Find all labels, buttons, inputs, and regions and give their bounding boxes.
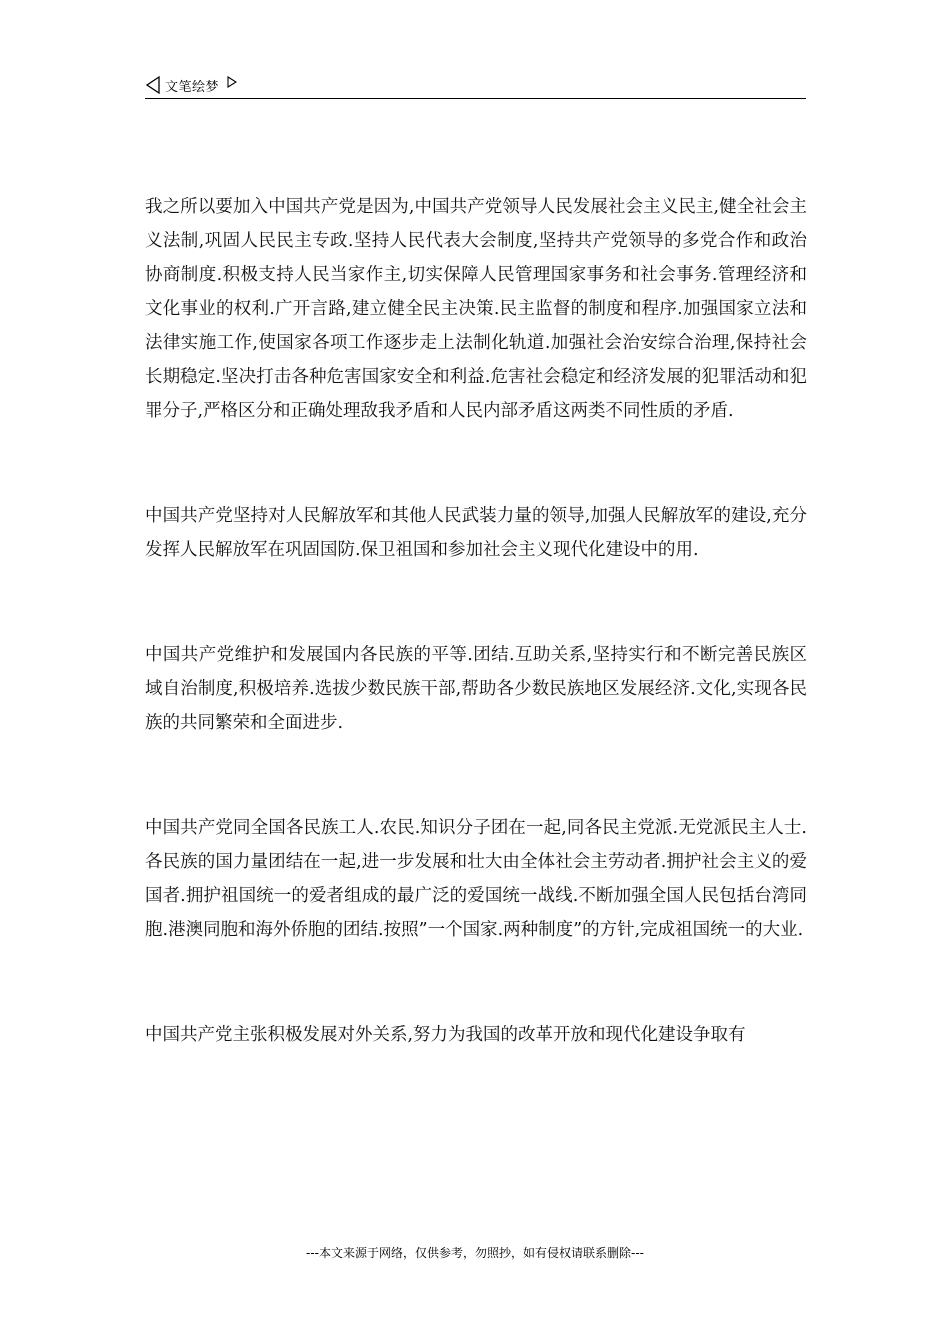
document-body [145, 190, 807, 1052]
paragraph: 中国共产党维护和发展国内各民族的平等.团结.互助关系,坚持实行和不断完善民族区域自治制度,积极培养.选拔少数民族干部,帮助各少数民族地区发展经济.文化,实现各民族的共同繁荣和全面进步. [145, 645, 807, 733]
footer-disclaimer: ---本文来源于网络，仅供参考，勿照抄，如有侵权请联系删除--- [306, 1246, 644, 1260]
paragraph: 中国共产党同全国各民族工人.农民.知识分子团在一起,同各民主党派.无党派民主人士.各民族的国力量团结在一起,进一步发展和壮大由全体社会主劳动者.拥护社会主义的爱国者.拥护祖国统一的爱者组成的最广泛的爱国统一战线.不断加强全国人民包括台湾同胞.港澳同胞和海外侨胞的团结.按照”一个国家.两种制度”的方针,完成祖国统一的大业. [145, 818, 807, 940]
paragraph: 中国共产党坚持对人民解放军和其他人民武装力量的领导,加强人民解放军的建设,充分发挥人民解放军在巩固国防.保卫祖国和参加社会主义现代化建设中的用. [145, 506, 807, 560]
paragraph: 我之所以要加入中国共产党是因为,中国共产党领导人民发展社会主义民主,健全社会主义法制,巩固人民民主专政.坚持人民代表大会制度,坚持共产党领导的多党合作和政治协商制度.积极支持人民当家作主,切实保障人民管理国家事务和社会事务.管理经济和文化事业的权利.广开言路,建立健全民主决策.民主监督的制度和程序.加强国家立法和法律实施工作,使国家各项工作逐步走上法制化轨道.加强社会治安综合治理,保持社会长期稳定.坚决打击各种危害国家安全和利益.危害社会稳定和经济发展的犯罪活动和犯罪分子,严格区分和正确处理敌我矛盾和人民内部矛盾这两类不同性质的矛盾. [145, 197, 807, 421]
page-header [145, 72, 806, 99]
triangle-left-icon [145, 76, 161, 94]
paragraph: 中国共产党主张积极发展对外关系,努力为我国的改革开放和现代化建设争取有 [145, 1025, 746, 1045]
triangle-right-icon [227, 76, 237, 88]
header-title: 文笔绘梦 [165, 79, 220, 95]
